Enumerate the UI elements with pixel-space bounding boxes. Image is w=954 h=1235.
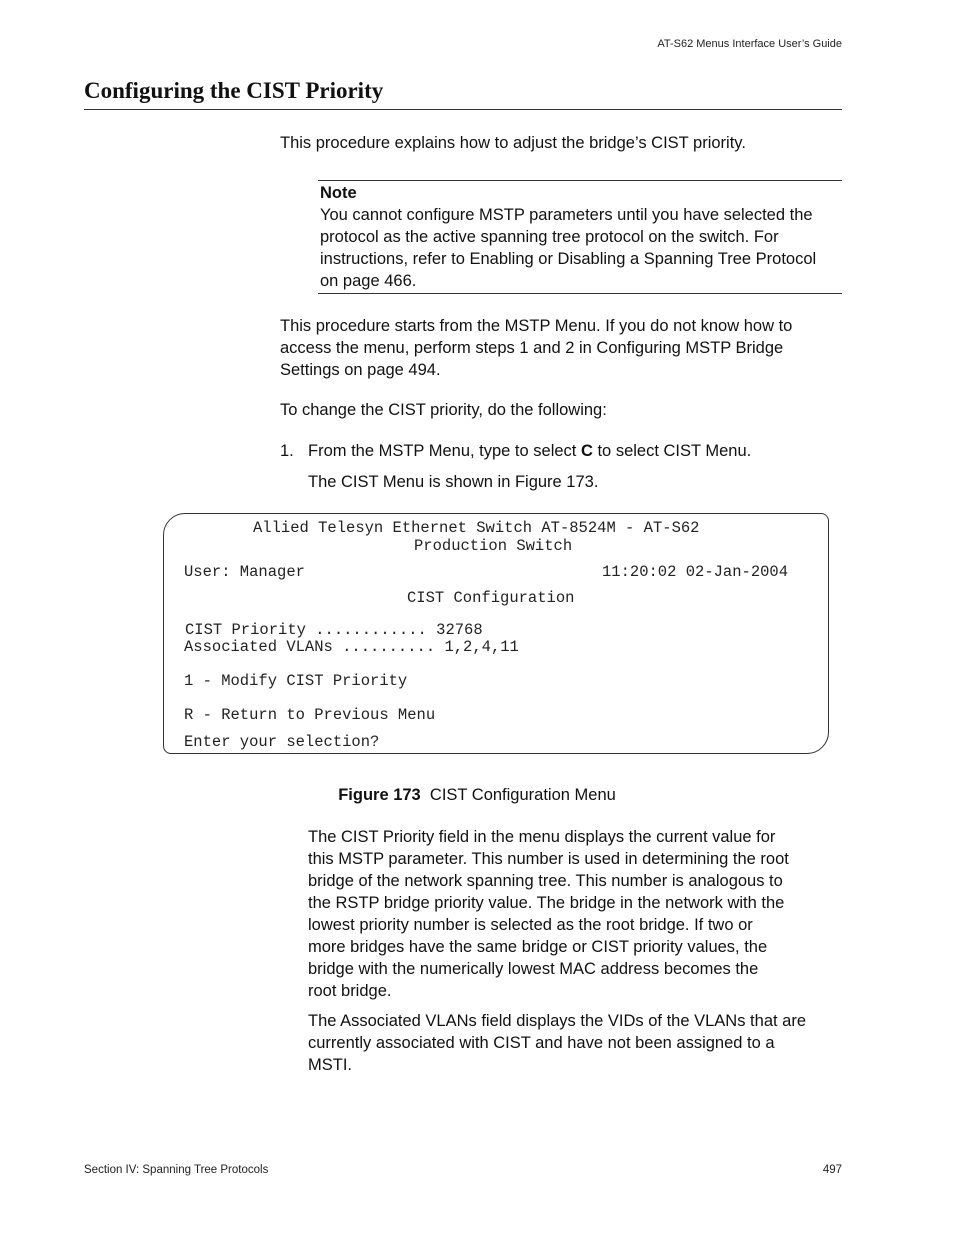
step-1-key: C [580,442,593,460]
figure-caption-text: CIST Configuration Menu [429,786,616,804]
terminal-screen [163,513,829,754]
paragraph-line: root bridge. [308,982,392,1000]
change-paragraph: To change the CIST priority, do the following: [280,401,607,419]
paragraph-line: This procedure starts from the MSTP Menu. If you do not know how to [280,317,793,335]
note-line: on page 466. [320,272,417,290]
note-box [318,180,842,294]
section-title: Configuring the CIST Priority [84,78,384,103]
paragraph-line: bridge with the numerically lowest MAC address becomes the [308,960,759,978]
paragraph-line: The CIST Priority field in the menu displays the current value for [308,828,776,846]
footer-section: Section IV: Spanning Tree Protocols [84,1164,269,1176]
paragraph-line: MSTI. [308,1056,352,1074]
paragraph-line: currently associated with CIST and have not been assigned to a [308,1034,775,1052]
paragraph-line: more bridges have the same bridge or CIST priority values, the [308,938,768,956]
page-number: 497 [822,1164,842,1176]
terminal-datetime: 11:20:02 02-Jan-2004 [602,563,789,581]
note-heading: Note [320,184,357,202]
terminal-option-modify: 1 - Modify CIST Priority [184,672,408,690]
note-line: You cannot configure MSTP parameters until you have selected the [320,206,813,224]
figure-label: Figure 173 [338,786,421,804]
note-line: instructions, refer to Enabling or Disabling a Spanning Tree Protocol [320,250,817,268]
step-1-post: to select CIST Menu. [592,442,752,460]
terminal-title-line: Production Switch [414,537,573,555]
paragraph-line: access the menu, perform steps 1 and 2 in Configuring MSTP Bridge [280,339,784,357]
step-1-text [308,440,751,462]
paragraph-line: lowest priority number is selected as the root bridge. If two or [308,916,753,934]
step-number: 1. [280,442,294,460]
start-paragraph [280,315,792,381]
terminal-user: User: Manager [184,563,305,581]
step-1-pre: From the MSTP Menu, type to select [308,442,581,460]
terminal-option-return: R - Return to Previous Menu [184,706,436,724]
figure-caption [0,786,954,805]
paragraph-line: Settings on page 494. [280,361,441,379]
paragraph-line: bridge of the network spanning tree. This number is analogous to [308,872,783,890]
paragraph-line: this MSTP parameter. This number is used in determining the root [308,850,789,868]
running-header: AT-S62 Menus Interface User’s Guide [657,38,842,50]
terminal-field-associated-vlans: Associated VLANs .......... 1,2,4,11 [184,638,519,656]
vlans-paragraph [308,1010,806,1076]
terminal-title-line: Allied Telesyn Ethernet Switch AT-8524M - AT-S62 [253,519,700,537]
title-divider [84,109,842,110]
terminal-menu-title: CIST Configuration [407,589,575,607]
priority-paragraph [308,826,789,1002]
paragraph-line: the RSTP bridge priority value. The bridge in the network with the [308,894,785,912]
note-line: protocol as the active spanning tree protocol on the switch. For [320,228,779,246]
terminal-prompt: Enter your selection? [184,733,380,751]
step-1-followup: The CIST Menu is shown in Figure 173. [308,473,599,491]
intro-paragraph: This procedure explains how to adjust the bridge’s CIST priority. [280,134,746,152]
terminal-field-cist-priority: CIST Priority ............ 32768 [185,621,483,639]
paragraph-line: The Associated VLANs field displays the VIDs of the VLANs that are [308,1012,807,1030]
